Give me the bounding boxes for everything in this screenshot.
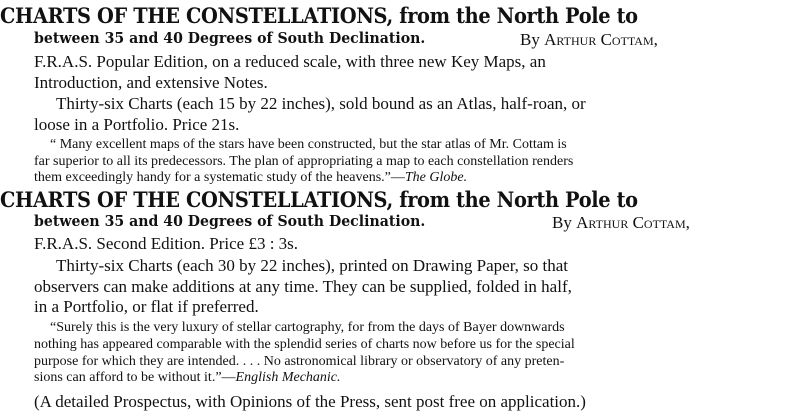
ad1-subline [34, 31, 450, 47]
ad2-quote-4-text: sions can afford to be without it.”— [34, 370, 236, 385]
ad1-notes: Introduction, and extensive Notes. [34, 73, 268, 92]
ad2-heading-rest: from the North Pole to [392, 188, 638, 213]
ad2-author-by: By [552, 213, 577, 232]
ad1-quote-source: The Globe. [404, 170, 468, 185]
ad1-author-name: Arthur Cottam, [544, 30, 658, 49]
ad1-quote-3-text: them exceedingly handy for a systematic study of the heavens.”— [34, 170, 405, 185]
ad2-subline [34, 214, 450, 230]
ad1-quote-2: far superior to all its predecessors. The plan of appropriating a map to each constellation renders [34, 154, 574, 169]
ad2-description-1: Thirty-six Charts (each 30 by 22 inches), printed on Drawing Paper, so that [56, 256, 569, 275]
ad1-quote-3 [34, 171, 467, 185]
ad2-quote-2: nothing has appeared comparable with the splendid series of charts now before us for the special [34, 337, 575, 352]
ad1-author-by: By [520, 30, 545, 49]
ad2-quote-3: purpose for which they are intended. . . . No astronomical library or observatory of any preten- [34, 354, 565, 369]
ad2-quote-1: “Surely this is the very luxury of stellar cartography, for from the days of Bayer downwards [50, 320, 565, 335]
ad2-subline-bold: between 35 and 40 Degrees of South Declination. [34, 212, 426, 230]
ad1-quote-1: “ Many excellent maps of the stars have been constructed, but the star atlas of Mr. Cottam is [50, 137, 567, 152]
ad1-subline-bold: between 35 and 40 Degrees of South Declination. [34, 29, 426, 47]
prospectus-footer: (A detailed Prospectus, with Opinions of the Press, sent post free on application.) [34, 392, 586, 411]
ad1-edition: F.R.A.S. Popular Edition, on a reduced scale, with three new Key Maps, an [34, 52, 546, 71]
ad2-description-3: in a Portfolio, or flat if preferred. [34, 297, 259, 316]
ad1-author [520, 31, 658, 48]
ad1-heading [0, 6, 638, 28]
ad2-heading [0, 190, 638, 212]
ad1-description-2: loose in a Portfolio. Price 21s. [34, 115, 240, 134]
ad1-heading-rest: from the North Pole to [392, 4, 638, 29]
ad2-quote-source: English Mechanic. [235, 370, 341, 385]
ad2-description-2: observers can make additions at any time. They can be supplied, folded in half, [34, 277, 572, 296]
ad2-author-name: Arthur Cottam, [576, 213, 690, 232]
ad2-heading-title: CHARTS OF THE CONSTELLATIONS, [0, 188, 393, 213]
ad2-author [552, 214, 690, 231]
ad2-edition: F.R.A.S. Second Edition. Price £3 : 3s. [34, 234, 299, 253]
ad1-heading-title: CHARTS OF THE CONSTELLATIONS, [0, 4, 393, 29]
ad2-quote-4 [34, 371, 341, 385]
ad1-description-1: Thirty-six Charts (each 15 by 22 inches), sold bound as an Atlas, half-roan, or [56, 94, 586, 113]
